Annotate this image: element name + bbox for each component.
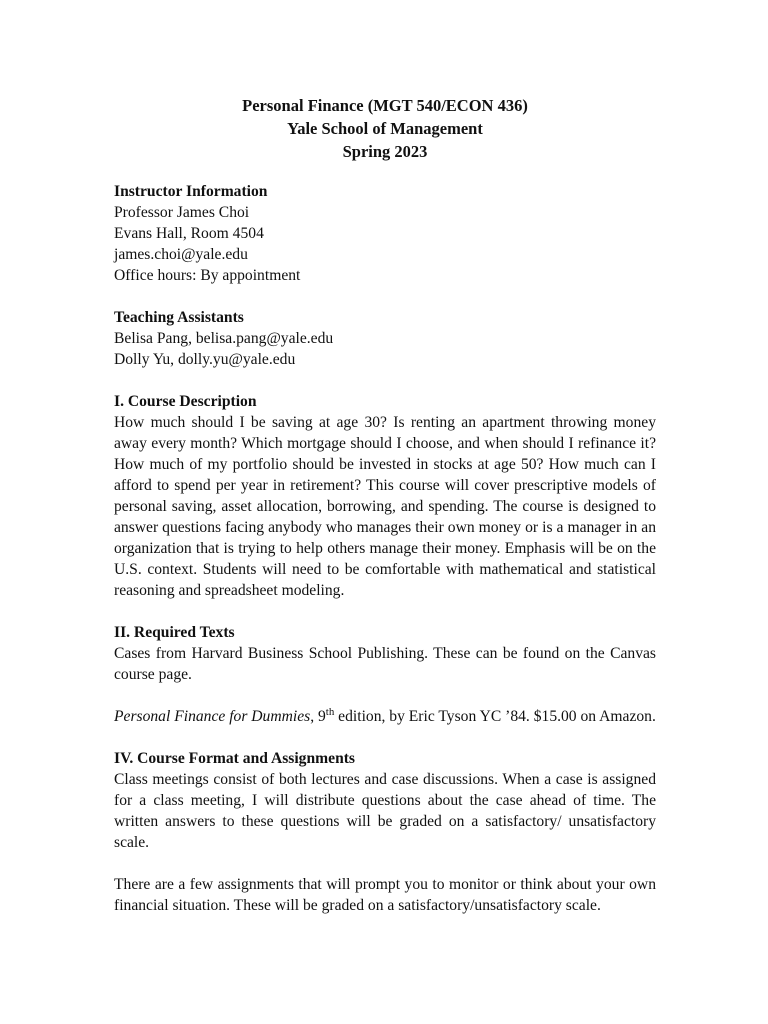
book-details: edition, by Eric Tyson YC ’84. $15.00 on Amazon. (334, 708, 656, 725)
ta-section (114, 307, 656, 370)
course-format-paragraph-1: Class meetings consist of both lectures and case discussions. When a case is assigned for a class meeting, I will distribute questions about the case ahead of time. The written answers to these questions will be graded on a satisfactory/ unsatisfactory scale. (114, 771, 656, 851)
required-texts-heading: II. Required Texts (114, 624, 235, 641)
required-book (114, 706, 656, 727)
ta-item: Belisa Pang, belisa.pang@yale.edu (114, 330, 334, 347)
required-texts-section (114, 622, 656, 727)
instructor-email: james.choi@yale.edu (114, 246, 248, 263)
ta-heading: Teaching Assistants (114, 309, 244, 326)
instructor-name: Professor James Choi (114, 204, 250, 221)
book-edition-suffix: th (325, 705, 335, 718)
course-description-heading: I. Course Description (114, 393, 257, 410)
course-title: Personal Finance (MGT 540/ECON 436) (242, 96, 528, 115)
term: Spring 2023 (342, 142, 428, 161)
required-texts-cases: Cases from Harvard Business School Publishing. These can be found on the Canvas course page. (114, 645, 656, 683)
course-format-heading: IV. Course Format and Assignments (114, 750, 356, 767)
book-title: Personal Finance for Dummies (114, 708, 311, 725)
instructor-section (114, 181, 656, 286)
instructor-heading: Instructor Information (114, 183, 268, 200)
school-name: Yale School of Management (287, 119, 483, 138)
course-format-section (114, 748, 656, 916)
course-description-text: How much should I be saving at age 30? Is renting an apartment throwing money away every month? Which mortgage should I choose, and when should I refinance it? How much of my portfolio should be invested in stocks at age 50? How much can I afford to spend per year in retirement? This course will cover prescriptive models of personal saving, asset allocation, borrowing, and spending. The course is designed to answer questions facing anybody who manages their own money or is a manager in an organization that is trying to help others manage their money. Emphasis will be on the U.S. context. Students will need to be comfortable with mathematical and statistical reasoning and spreadsheet modeling. (114, 414, 656, 599)
document-title (114, 94, 656, 163)
ta-item: Dolly Yu, dolly.yu@yale.edu (114, 351, 296, 368)
course-description-section (114, 391, 656, 601)
course-format-paragraph-2: There are a few assignments that will prompt you to monitor or think about your own financial situation. These will be graded on a satisfactory/unsatisfactory scale. (114, 876, 656, 914)
instructor-office-hours: Office hours: By appointment (114, 267, 301, 284)
book-edition-number: , 9 (310, 708, 326, 725)
instructor-office: Evans Hall, Room 4504 (114, 225, 264, 242)
